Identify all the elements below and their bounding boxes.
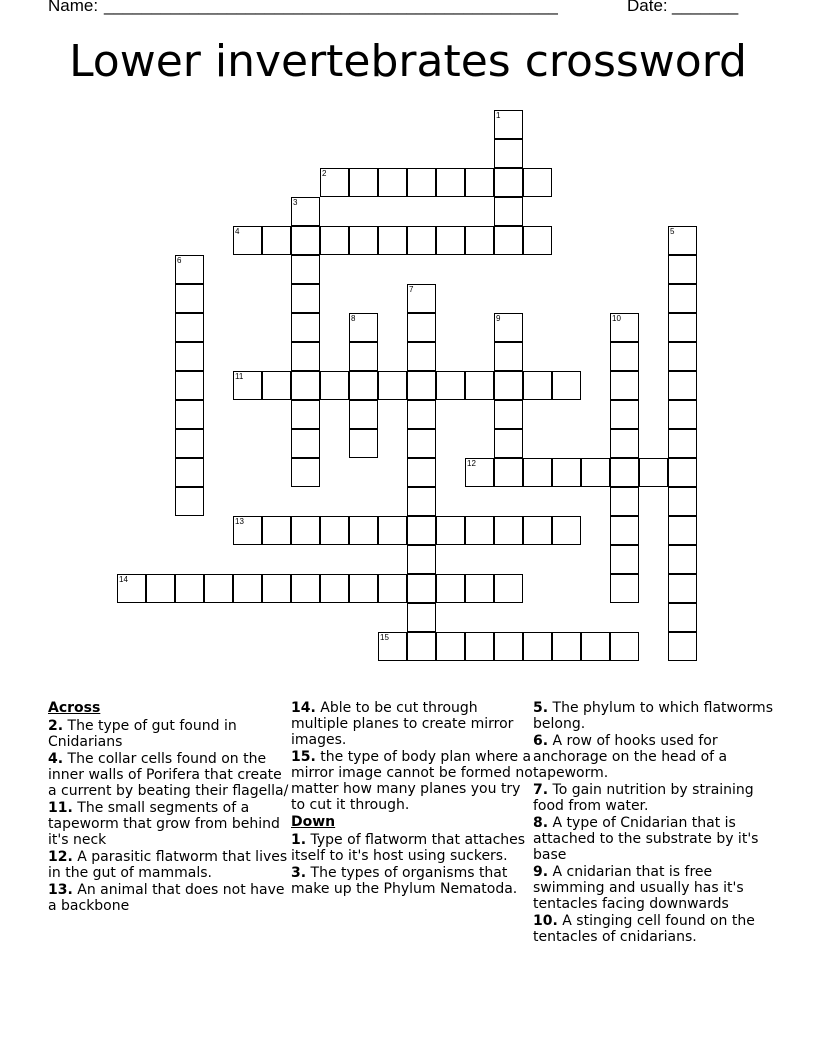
grid-cell[interactable] xyxy=(494,400,523,429)
cell-number: 11 xyxy=(235,372,244,381)
clue-text: the type of body plan where a mirror image cannot be formed no matter how many planes you try to cut it through. xyxy=(291,749,533,813)
clue-text: A stinging cell found on the tentacles of cnidarians. xyxy=(533,913,755,945)
grid-cell[interactable] xyxy=(465,632,494,661)
grid-cell[interactable] xyxy=(523,168,552,197)
grid-cell[interactable] xyxy=(291,516,320,545)
grid-cell[interactable] xyxy=(378,168,407,197)
page-title: Lower invertebrates crossword xyxy=(69,36,747,87)
grid-cell[interactable] xyxy=(349,400,378,429)
grid-cell[interactable] xyxy=(494,313,523,342)
clues-column-2 xyxy=(291,700,533,898)
grid-cell[interactable] xyxy=(320,574,349,603)
grid-cell[interactable] xyxy=(436,371,465,400)
clue-number: 8. xyxy=(533,815,549,831)
grid-cell[interactable] xyxy=(233,516,262,545)
grid-cell[interactable] xyxy=(175,574,204,603)
grid-cell[interactable] xyxy=(320,226,349,255)
grid-cell[interactable] xyxy=(436,168,465,197)
grid-cell[interactable] xyxy=(494,371,523,400)
clue-across-15 xyxy=(291,749,533,813)
grid-cell[interactable] xyxy=(407,429,436,458)
clue-across-11 xyxy=(48,800,290,848)
grid-cell[interactable] xyxy=(610,458,639,487)
grid-cell[interactable] xyxy=(117,574,146,603)
grid-cell[interactable] xyxy=(668,313,697,342)
grid-cell[interactable] xyxy=(465,371,494,400)
grid-cell[interactable] xyxy=(378,574,407,603)
grid-cell[interactable] xyxy=(494,516,523,545)
grid-cell[interactable] xyxy=(523,226,552,255)
grid-cell[interactable] xyxy=(494,226,523,255)
grid-cell[interactable] xyxy=(378,371,407,400)
date-label: Date: xyxy=(627,0,668,15)
across-heading: Across xyxy=(48,700,101,716)
clue-number: 10. xyxy=(533,913,558,929)
clue-down-7 xyxy=(533,782,775,814)
grid-cell[interactable] xyxy=(262,574,291,603)
grid-cell[interactable] xyxy=(436,632,465,661)
grid-cell[interactable] xyxy=(175,255,204,284)
name-label: Name: xyxy=(48,0,99,15)
grid-cell[interactable] xyxy=(436,226,465,255)
grid-cell[interactable] xyxy=(407,168,436,197)
grid-cell[interactable] xyxy=(668,284,697,313)
cell-number: 14 xyxy=(119,575,128,584)
grid-cell[interactable] xyxy=(581,458,610,487)
clue-down-1 xyxy=(291,832,533,864)
cell-number: 3 xyxy=(293,198,298,207)
clue-number: 6. xyxy=(533,733,549,749)
grid-cell[interactable] xyxy=(291,371,320,400)
grid-cell[interactable] xyxy=(291,197,320,226)
grid-cell[interactable] xyxy=(610,429,639,458)
grid-cell[interactable] xyxy=(378,516,407,545)
clue-text: A type of Cnidarian that is attached to the substrate by it's base xyxy=(533,815,759,863)
cell-number: 1 xyxy=(496,111,501,120)
grid-cell[interactable] xyxy=(465,168,494,197)
clue-text: The small segments of a tapeworm that grow from behind it's neck xyxy=(48,800,280,848)
cell-number: 4 xyxy=(235,227,240,236)
cell-number: 8 xyxy=(351,314,356,323)
grid-cell[interactable] xyxy=(494,110,523,139)
grid-cell[interactable] xyxy=(407,284,436,313)
name-field[interactable]: ________________________________________________ xyxy=(104,0,558,15)
grid-cell[interactable] xyxy=(668,342,697,371)
grid-cell[interactable] xyxy=(581,632,610,661)
grid-cell[interactable] xyxy=(494,168,523,197)
grid-cell[interactable] xyxy=(378,632,407,661)
cell-number: 12 xyxy=(467,459,476,468)
cell-number: 9 xyxy=(496,314,501,323)
grid-cell[interactable] xyxy=(320,168,349,197)
grid-cell[interactable] xyxy=(494,197,523,226)
grid-cell[interactable] xyxy=(146,574,175,603)
clue-number: 15. xyxy=(291,749,316,765)
grid-cell[interactable] xyxy=(291,342,320,371)
grid-cell[interactable] xyxy=(610,574,639,603)
grid-cell[interactable] xyxy=(668,400,697,429)
grid-cell[interactable] xyxy=(668,458,697,487)
grid-cell[interactable] xyxy=(610,371,639,400)
grid-cell[interactable] xyxy=(291,226,320,255)
grid-cell[interactable] xyxy=(407,516,436,545)
clue-down-9 xyxy=(533,864,775,912)
clue-text: Able to be cut through multiple planes to create mirror images. xyxy=(291,700,514,748)
grid-cell[interactable] xyxy=(407,603,436,632)
grid-cell[interactable] xyxy=(465,574,494,603)
grid-cell[interactable] xyxy=(436,574,465,603)
grid-cell[interactable] xyxy=(552,371,581,400)
grid-cell[interactable] xyxy=(494,342,523,371)
cell-number: 15 xyxy=(380,633,389,642)
grid-cell[interactable] xyxy=(523,458,552,487)
grid-cell[interactable] xyxy=(668,429,697,458)
clues-column-1 xyxy=(48,700,290,915)
grid-cell[interactable] xyxy=(233,226,262,255)
grid-cell[interactable] xyxy=(291,284,320,313)
grid-cell[interactable] xyxy=(668,545,697,574)
grid-cell[interactable] xyxy=(349,516,378,545)
clue-text: The type of gut found in Cnidarians xyxy=(48,718,237,750)
clue-number: 11. xyxy=(48,800,73,816)
cell-number: 6 xyxy=(177,256,182,265)
grid-cell[interactable] xyxy=(552,458,581,487)
grid-cell[interactable] xyxy=(407,400,436,429)
cell-number: 5 xyxy=(670,227,675,236)
clue-down-6 xyxy=(533,733,775,781)
grid-cell[interactable] xyxy=(494,632,523,661)
clue-text: A parasitic flatworm that lives in the gut of mammals. xyxy=(48,849,288,881)
clue-number: 1. xyxy=(291,832,307,848)
clue-number: 14. xyxy=(291,700,316,716)
clue-text: To gain nutrition by straining food from water. xyxy=(533,782,754,814)
grid-cell[interactable] xyxy=(436,516,465,545)
grid-cell[interactable] xyxy=(320,516,349,545)
grid-cell[interactable] xyxy=(407,487,436,516)
grid-cell[interactable] xyxy=(668,632,697,661)
grid-cell[interactable] xyxy=(523,371,552,400)
grid-cell[interactable] xyxy=(291,458,320,487)
grid-cell[interactable] xyxy=(668,516,697,545)
grid-cell[interactable] xyxy=(407,342,436,371)
clue-text: The phylum to which flatworms belong. xyxy=(533,700,773,732)
grid-cell[interactable] xyxy=(552,516,581,545)
grid-cell[interactable] xyxy=(668,487,697,516)
grid-cell[interactable] xyxy=(262,371,291,400)
clue-number: 4. xyxy=(48,751,64,767)
clue-down-8 xyxy=(533,815,775,863)
grid-cell[interactable] xyxy=(320,371,349,400)
grid-cell[interactable] xyxy=(349,574,378,603)
cell-number: 13 xyxy=(235,517,244,526)
grid-cell[interactable] xyxy=(668,574,697,603)
grid-cell[interactable] xyxy=(668,603,697,632)
clue-number: 9. xyxy=(533,864,549,880)
clue-number: 5. xyxy=(533,700,549,716)
clue-across-4 xyxy=(48,751,290,799)
clue-number: 3. xyxy=(291,865,307,881)
grid-cell[interactable] xyxy=(349,226,378,255)
clue-text: A cnidarian that is free swimming and usually has it's tentacles facing downwards xyxy=(533,864,744,912)
grid-cell[interactable] xyxy=(610,516,639,545)
grid-cell[interactable] xyxy=(552,632,581,661)
grid-cell[interactable] xyxy=(349,313,378,342)
grid-cell[interactable] xyxy=(291,574,320,603)
grid-cell[interactable] xyxy=(610,632,639,661)
grid-cell[interactable] xyxy=(494,429,523,458)
clue-across-14 xyxy=(291,700,533,748)
clue-text: The collar cells found on the inner walls of Porifera that create a current by beating their flagella/ xyxy=(48,751,289,799)
grid-cell[interactable] xyxy=(465,516,494,545)
cell-number: 7 xyxy=(409,285,414,294)
grid-cell[interactable] xyxy=(639,458,668,487)
grid-cell[interactable] xyxy=(407,632,436,661)
grid-cell[interactable] xyxy=(175,487,204,516)
grid-cell[interactable] xyxy=(175,284,204,313)
clue-number: 12. xyxy=(48,849,73,865)
grid-cell[interactable] xyxy=(349,168,378,197)
grid-cell[interactable] xyxy=(175,400,204,429)
grid-cell[interactable] xyxy=(523,632,552,661)
grid-cell[interactable] xyxy=(407,545,436,574)
grid-cell[interactable] xyxy=(291,400,320,429)
grid-cell[interactable] xyxy=(610,342,639,371)
clue-across-2 xyxy=(48,718,290,750)
clue-text: An animal that does not have a backbone xyxy=(48,882,285,914)
grid-cell[interactable] xyxy=(175,313,204,342)
clue-down-10 xyxy=(533,913,775,945)
grid-cell[interactable] xyxy=(349,429,378,458)
grid-cell[interactable] xyxy=(349,342,378,371)
grid-cell[interactable] xyxy=(175,342,204,371)
clue-down-3 xyxy=(291,865,533,897)
down-heading: Down xyxy=(291,814,336,830)
grid-cell[interactable] xyxy=(349,371,378,400)
date-field[interactable]: _______ xyxy=(672,0,739,15)
grid-cell[interactable] xyxy=(175,458,204,487)
grid-cell[interactable] xyxy=(494,139,523,168)
grid-cell[interactable] xyxy=(407,458,436,487)
grid-cell[interactable] xyxy=(262,516,291,545)
clue-across-13 xyxy=(48,882,290,914)
grid-cell[interactable] xyxy=(668,371,697,400)
grid-cell[interactable] xyxy=(291,429,320,458)
grid-cell[interactable] xyxy=(668,255,697,284)
grid-cell[interactable] xyxy=(262,226,291,255)
grid-cell[interactable] xyxy=(204,574,233,603)
grid-cell[interactable] xyxy=(378,226,407,255)
grid-cell[interactable] xyxy=(610,487,639,516)
grid-cell[interactable] xyxy=(291,313,320,342)
cell-number: 2 xyxy=(322,169,327,178)
grid-cell[interactable] xyxy=(407,574,436,603)
grid-cell[interactable] xyxy=(291,255,320,284)
cell-number: 10 xyxy=(612,314,621,323)
clue-number: 7. xyxy=(533,782,549,798)
grid-cell[interactable] xyxy=(233,371,262,400)
grid-cell[interactable] xyxy=(407,226,436,255)
grid-cell[interactable] xyxy=(610,400,639,429)
grid-cell[interactable] xyxy=(523,516,552,545)
clue-text: Type of flatworm that attaches itself to it's host using suckers. xyxy=(291,832,526,864)
clue-across-12 xyxy=(48,849,290,881)
grid-cell[interactable] xyxy=(465,458,494,487)
clue-down-5 xyxy=(533,700,775,732)
grid-cell[interactable] xyxy=(407,313,436,342)
grid-cell[interactable] xyxy=(465,226,494,255)
grid-cell[interactable] xyxy=(494,458,523,487)
grid-cell[interactable] xyxy=(233,574,262,603)
clues-column-3 xyxy=(533,700,775,946)
grid-cell[interactable] xyxy=(175,429,204,458)
grid-cell[interactable] xyxy=(610,313,639,342)
grid-cell[interactable] xyxy=(175,371,204,400)
grid-cell[interactable] xyxy=(407,371,436,400)
clue-text: The types of organisms that make up the Phylum Nematoda. xyxy=(291,865,518,897)
clue-number: 13. xyxy=(48,882,73,898)
grid-cell[interactable] xyxy=(668,226,697,255)
clue-text: A row of hooks used for anchorage on the head of a tapeworm. xyxy=(533,733,728,781)
grid-cell[interactable] xyxy=(494,574,523,603)
clue-number: 2. xyxy=(48,718,64,734)
grid-cell[interactable] xyxy=(610,545,639,574)
